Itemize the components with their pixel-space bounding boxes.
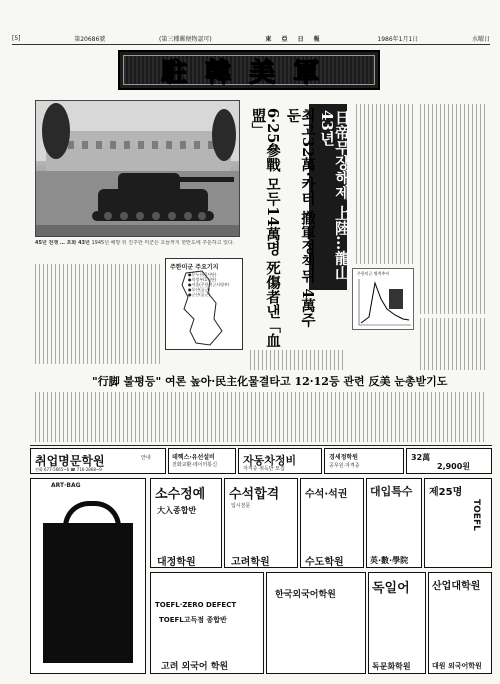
- map-legend-item: ●동두천(2사단): [188, 272, 217, 277]
- ad-german-school: 독문화학원: [372, 662, 411, 671]
- issue-day: 水曜日: [471, 35, 490, 43]
- subheadline: "行脚 불평등" 여론 높아·民主化물결타고 12·12등 관련 反美 눈총받기도: [92, 375, 448, 388]
- ad-auto-sub: 자격증 취득반 모집: [243, 466, 285, 472]
- body-text-lower: [35, 392, 487, 442]
- map-legend-item: ●오산(공군): [188, 287, 211, 292]
- ad-foreign-title: 한국외국어학원: [275, 590, 336, 600]
- map-legend-item: ●군산(공군): [188, 292, 211, 297]
- page-number: [5]: [12, 34, 21, 42]
- caption-body: 1945년 해방 뒤 진주한 미군은 오늘까지 한반도에 주둔하고 있다.: [91, 240, 235, 246]
- ad-civil-exam[interactable]: [324, 448, 404, 474]
- issue-number: 第20686號: [74, 35, 106, 43]
- map-title: 주한미군 주요기지: [170, 264, 219, 271]
- ad-german-title: 독일어: [372, 581, 410, 596]
- ad-industry-title: 산업대학원: [432, 581, 481, 592]
- ad-job-academy[interactable]: [30, 448, 166, 474]
- ad-math-title: 소수정예: [155, 487, 206, 502]
- ad-25-sub: TOEFL: [471, 499, 481, 531]
- headline-c: 6·25參戰 모두14萬명 死傷者낸「血盟」: [249, 108, 281, 348]
- ad-daeip-title: 대입특수: [370, 485, 413, 498]
- ad-32-sub: 2,900원: [437, 462, 471, 471]
- ad-industry-school: 대원 외국어학원: [432, 662, 482, 670]
- ad-civil-sub: 공무원·자격증: [329, 463, 360, 469]
- ad-civil-title: 경세정학원: [329, 454, 358, 461]
- ad-daeip[interactable]: [366, 478, 422, 568]
- edition-note: (第三種郵便物認可): [159, 35, 212, 43]
- ad-dehex-title: 데헥스·유선설비: [172, 454, 215, 461]
- ad-suseok-title: 수석합격: [229, 487, 280, 502]
- ad-suseok-sub: 입시전문: [231, 503, 251, 509]
- map-legend-item: ●의정부(1군단): [188, 277, 217, 282]
- ad-suseok2-title: 수석·석권: [305, 489, 348, 500]
- body-text-right-1: [356, 104, 414, 264]
- body-text-left: [35, 264, 160, 364]
- ad-toefl-title: TOEFL·ZERO DEFECT: [155, 601, 237, 609]
- ad-section: [30, 448, 492, 678]
- ad-toefl[interactable]: [150, 572, 264, 674]
- body-text-right-2: [420, 104, 486, 314]
- map-legend-item: ●서울(주한미군사령부): [188, 282, 230, 287]
- ad-dehex-sub: 전화교환·데이터통신: [172, 462, 218, 468]
- ad-bag-title: ART·BAG: [51, 482, 81, 489]
- ad-auto-title: 자동차정비: [243, 454, 297, 467]
- headline-b: 최고32萬·카터 撤軍정책뒤 4萬주둔: [284, 108, 316, 328]
- photo-caption: [35, 240, 240, 260]
- ad-job-phone: 전화 677-5665~6 ☎ 716-2868~9: [35, 467, 102, 472]
- ad-daeip-school: 英·數·學院: [370, 556, 409, 565]
- masthead: [12, 32, 490, 45]
- caption-lead: 45년 전쟁 … 포화 43년: [35, 240, 90, 246]
- ad-bag[interactable]: [30, 478, 146, 674]
- ad-auto-repair[interactable]: [238, 448, 322, 474]
- ad-32[interactable]: [406, 448, 492, 474]
- bag-icon: [43, 523, 133, 663]
- ad-suseok2-school: 수도학원: [305, 557, 344, 568]
- ad-industry[interactable]: [428, 572, 492, 674]
- ad-toefl-school: 고려 외국어 학원: [161, 662, 229, 672]
- ad-suseok2[interactable]: [300, 478, 364, 568]
- issue-date: 1986年1月1日: [377, 35, 419, 43]
- ad-toefl-sub: TOEFL고득점 종합반: [159, 616, 227, 624]
- divider-rule: [30, 445, 492, 446]
- map-legend: [188, 272, 229, 297]
- ad-math-school: 대정학원: [157, 557, 196, 568]
- tank-photo: [35, 100, 240, 237]
- ad-job-sub: 안내: [141, 455, 151, 461]
- ad-foreign-lang[interactable]: [266, 572, 366, 674]
- ad-suseok-school: 고려학원: [231, 557, 270, 568]
- tank-illustration: [36, 101, 240, 237]
- base-map-box: [165, 258, 243, 350]
- banner-title: 駐韓美軍: [160, 57, 337, 88]
- ad-german[interactable]: [368, 572, 426, 674]
- troop-chart-plot: [353, 269, 415, 331]
- ad-suseok[interactable]: [224, 478, 298, 568]
- ad-25-title: 제25명: [429, 487, 463, 498]
- body-text-right-3: [420, 318, 486, 370]
- section-banner: [118, 50, 380, 90]
- ad-32-title: 32萬: [411, 453, 431, 462]
- ad-25[interactable]: [424, 478, 492, 568]
- ad-math-sub: 大入종합반: [157, 506, 197, 515]
- headline-a: 日帝무장해제 上陸…龍山43년: [318, 110, 351, 281]
- paper-name: 東 亞 日 報: [265, 35, 324, 43]
- ad-dehex[interactable]: [168, 448, 236, 474]
- troop-chart: [352, 268, 414, 330]
- chart-title: 주한미군 병력추이: [357, 271, 390, 276]
- ad-math[interactable]: [150, 478, 222, 568]
- ad-job-title: 취업명문학원: [35, 454, 105, 468]
